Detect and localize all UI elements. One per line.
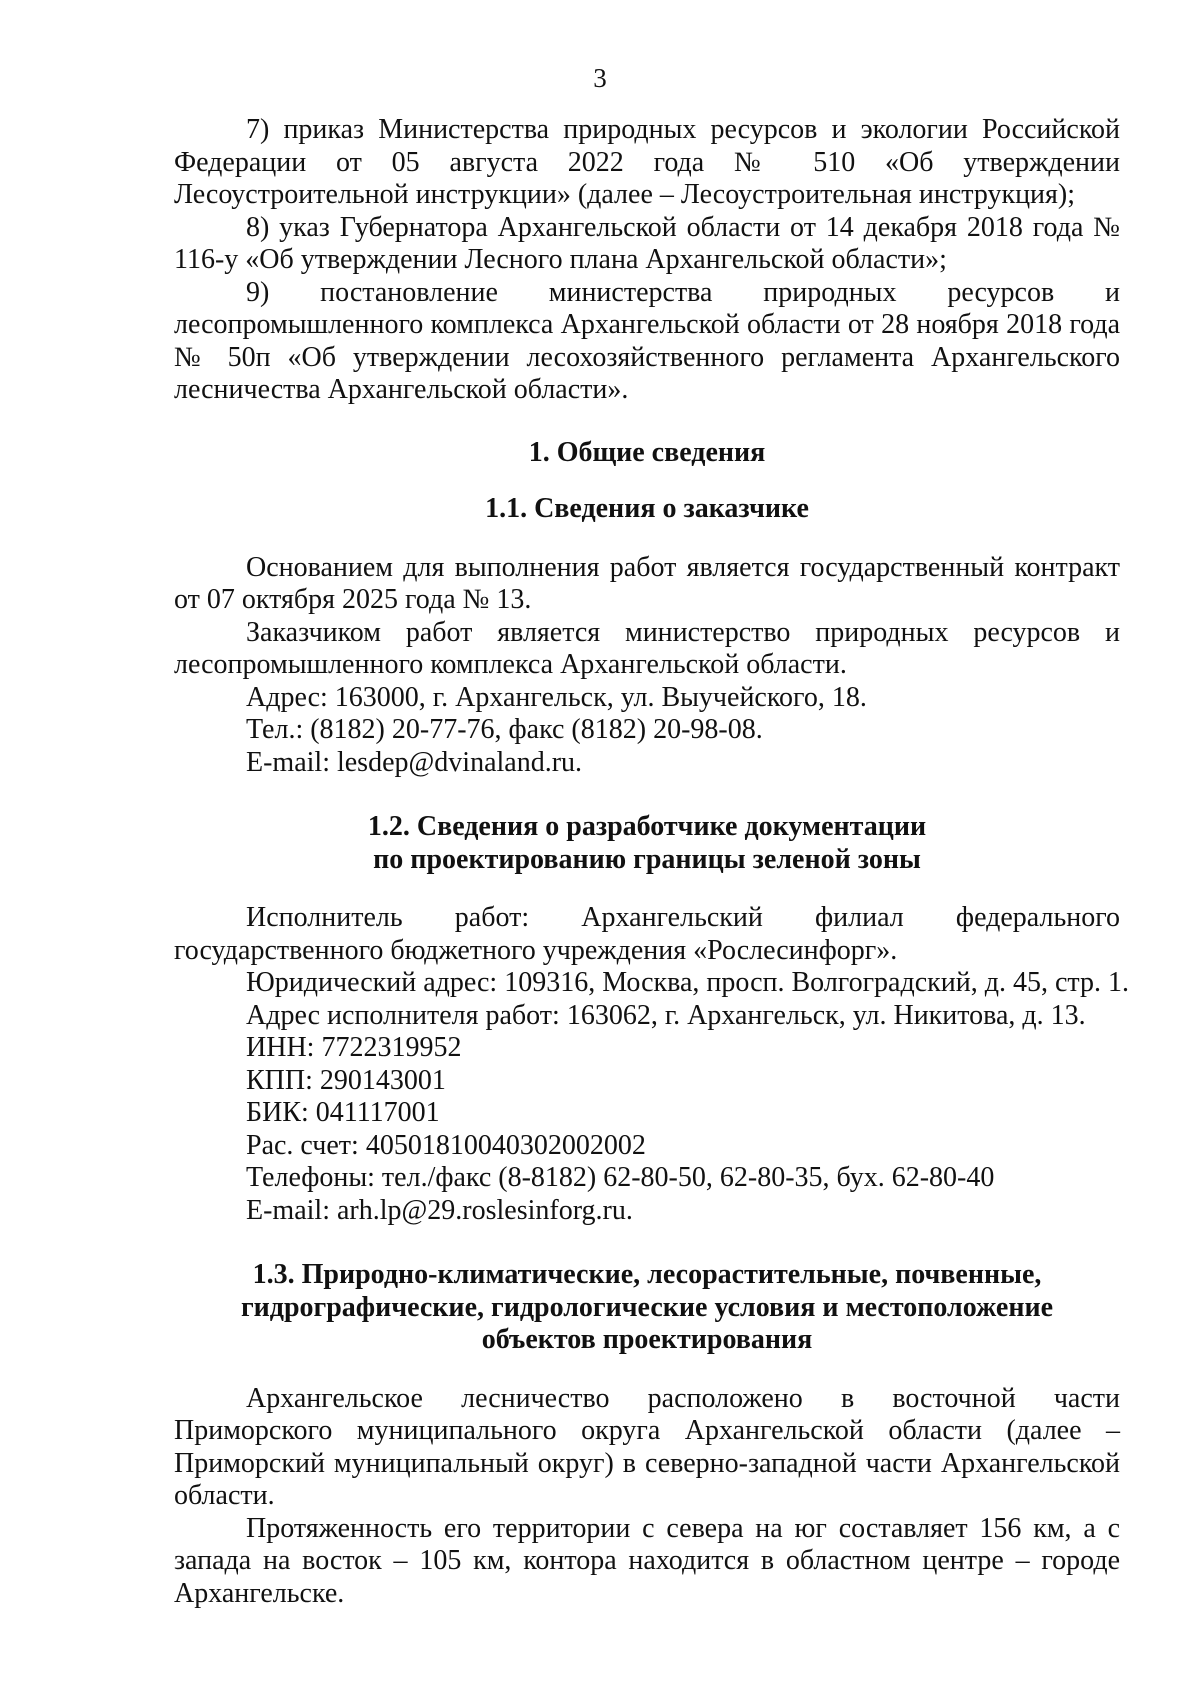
section-1-2-heading: [174, 811, 1120, 876]
customer-paragraph: Заказчиком работ является министерство природных ресурсов и лесопромышленного комплекса Архангельской области.: [174, 616, 1120, 680]
section-1-3-heading-line1: 1.3. Природно-климатические, лесорастительные, почвенные,: [252, 1259, 1042, 1290]
list-item-9: 9) постановление министерства природных ресурсов и лесопромышленного комплекса Архангельской области от 28 ноября 2018 года № 50п «Об утверждении лесохозяйственного регламента Архангельского лесничества Архангельской области».: [174, 276, 1120, 405]
section-1-2-heading-line2: по проектированию границы зеленой зоны: [373, 843, 921, 875]
list-item-7: 7) приказ Министерства природных ресурсов и экологии Российской Федерации от 05 августа 2022 года № 510 «Об утверждении Лесоустроительной инструкции» (далее – Лесоустроительная инструкция);: [174, 114, 1120, 210]
contractor-paragraph: Исполнитель работ: Архангельский филиал федерального государственного бюджетного учреждения «Рослесинфорг».: [174, 902, 1120, 966]
section-1-2-heading-line1: 1.2. Сведения о разработчике документации: [367, 811, 927, 842]
customer-address: Адрес: 163000, г. Архангельск, ул. Выучейского, 18.: [246, 681, 867, 713]
section-1-1-heading: 1.1. Сведения о заказчике: [485, 493, 809, 524]
contractor-work-address: Адрес исполнителя работ: 163062, г. Архангельск, ул. Никитова, д. 13.: [246, 999, 1086, 1031]
contractor-email: E-mail: arh.lp@29.roslesinforg.ru.: [246, 1194, 633, 1226]
contractor-account: Рас. счет: 40501810040302002002: [246, 1129, 646, 1161]
customer-phone: Тел.: (8182) 20-77-76, факс (8182) 20-98-08.: [246, 714, 763, 745]
customer-email: E-mail: lesdep@dvinaland.ru.: [246, 746, 583, 778]
section-1-3-heading-line2: гидрографические, гидрологические условия и местоположение: [240, 1291, 1054, 1323]
section-1-3-heading: [174, 1259, 1120, 1357]
contractor-inn: ИНН: 7722319952: [246, 1032, 462, 1063]
contractor-phones: Телефоны: тел./факс (8-8182) 62-80-50, 62-80-35, бух. 62-80-40: [246, 1162, 995, 1193]
contractor-kpp: КПП: 290143001: [246, 1064, 446, 1096]
list-item-8: 8) указ Губернатора Архангельской области от 14 декабря 2018 года № 116-у «Об утверждении Лесного плана Архангельской области»;: [174, 211, 1120, 275]
contractor-legal-address: Юридический адрес: 109316, Москва, просп. Волгоградский, д. 45, стр. 1.: [246, 967, 1129, 998]
section-1-heading: 1. Общие сведения: [528, 436, 766, 468]
contract-basis-paragraph: Основанием для выполнения работ является государственный контракт от 07 октября 2025 года № 13.: [174, 551, 1120, 615]
forestry-extent-paragraph: Протяженность его территории с севера на юг составляет 156 км, а с запада на восток – 105 км, контора находится в областном центре – городе Архангельске.: [174, 1512, 1120, 1609]
contractor-bik: БИК: 041117001: [246, 1097, 440, 1128]
page-content: [174, 114, 1129, 1610]
forestry-location-paragraph: Архангельское лесничество расположено в восточной части Приморского муниципального округа Архангельской области (далее – Приморский муниципальный округ) в северно-западной части Архангельской области.: [174, 1382, 1120, 1511]
section-1-3-heading-line3: объектов проектирования: [481, 1324, 813, 1355]
page-number: 3: [593, 63, 607, 93]
